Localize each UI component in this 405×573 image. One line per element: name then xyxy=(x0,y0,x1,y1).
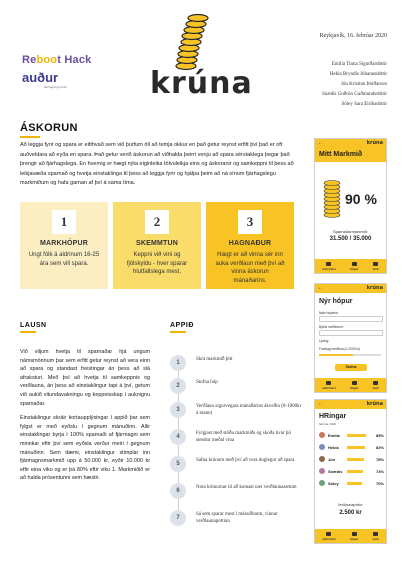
phone-bottom-nav xyxy=(315,259,386,273)
nav-item-hopar[interactable]: hópar xyxy=(350,381,358,390)
card-title: MARKHÓPUR xyxy=(39,240,89,247)
appid-title: APPIÐ xyxy=(170,322,194,329)
member-name: Snædís xyxy=(328,469,343,474)
phone-title: Nýr hópur xyxy=(319,298,353,305)
home-icon xyxy=(326,381,331,385)
group-icon xyxy=(352,262,357,266)
step-number: 5 xyxy=(170,456,186,472)
phone-mockup-goal xyxy=(314,138,387,274)
card-number: 1 xyxy=(52,210,76,234)
goal-label: Sparnaðarmarkmið: xyxy=(332,229,369,234)
phone-mockup-new-group xyxy=(314,283,387,393)
section-title: ÁSKORUN xyxy=(20,122,78,134)
step-text: Safna krúnum með því að vera duglegur að spara xyxy=(196,458,295,463)
phone-mockup-leaderboard xyxy=(314,399,387,544)
phone-header xyxy=(315,148,386,162)
slider-fill xyxy=(319,354,353,356)
member-percentage: 85% xyxy=(375,433,384,438)
appid-underline xyxy=(170,331,186,333)
author-name: Emilía Tinna Sigurðardóttir xyxy=(331,62,387,67)
step-text: Skrá markmið þitt xyxy=(196,357,233,362)
contribution-slider[interactable] xyxy=(319,354,381,356)
avatar xyxy=(319,432,325,438)
phone-bottom-nav xyxy=(315,378,386,392)
home-icon xyxy=(326,262,331,266)
savings-bar xyxy=(347,446,365,449)
author-list xyxy=(267,60,387,110)
nav-item-hopar[interactable]: hópar xyxy=(350,532,358,541)
goal-percentage: 90 % xyxy=(345,191,377,207)
create-group-button[interactable]: Stofna xyxy=(335,364,367,371)
back-arrow-icon[interactable]: ← xyxy=(318,285,323,291)
step-text: Verðlaun sigurvegara mánaðarins ákveðin (0-1000kr á mann) xyxy=(196,404,302,416)
savings-bar xyxy=(347,482,362,485)
nav-item-mitt-frelsi[interactable]: mitt frelsi xyxy=(322,262,336,271)
back-arrow-icon[interactable]: ← xyxy=(318,401,323,407)
goal-amount: 31.500 / 35.000 xyxy=(329,236,372,242)
step-text: Stofna hóp xyxy=(196,380,218,385)
audur-logo-subtitle: fjárhagslegt frelsi xyxy=(44,85,67,89)
nav-item-vinir[interactable]: vinir xyxy=(373,532,379,541)
nav-item-hopar[interactable]: hópar xyxy=(350,262,358,271)
card-hagnadur xyxy=(206,202,294,289)
phone-topbar xyxy=(315,284,386,293)
card-title: HAGNAÐUR xyxy=(228,240,272,247)
avatar xyxy=(319,468,325,474)
step-number: 3 xyxy=(170,402,186,418)
coin-stack-icon xyxy=(321,169,343,219)
back-arrow-icon[interactable]: ← xyxy=(318,140,323,146)
avatar xyxy=(319,456,325,462)
nav-item-mitt-frelsi[interactable]: mitt frelsi xyxy=(322,532,336,541)
member-percentage: 82% xyxy=(375,445,384,450)
member-percentage: 74% xyxy=(375,469,384,474)
savings-bar xyxy=(347,458,364,461)
member-name: Jón xyxy=(328,457,336,462)
author-name: Snædís Guðrún Guðmundsdóttir xyxy=(321,92,387,97)
member-percentage: 70% xyxy=(375,481,384,486)
step-number: 2 xyxy=(170,378,186,394)
card-skemmtun xyxy=(113,202,201,289)
pot-amount: 2.500 kr xyxy=(339,510,362,516)
step-text: Fylgjast með stöðu markmiðs og skoða hvar þú stendur meðal vina xyxy=(196,431,291,443)
card-markhopur xyxy=(20,202,108,289)
phone-subtitle: febrúar 2020 xyxy=(319,422,337,426)
document-date: Reykjavík, 16. febrúar 2020 xyxy=(319,33,387,39)
member-percentage: 78% xyxy=(375,457,384,462)
step-text: Nota krúnurnar til að komast nær verðlaunasætum xyxy=(196,485,297,490)
invite-members-input[interactable] xyxy=(319,330,383,336)
step-number: 4 xyxy=(170,429,186,445)
avatar xyxy=(319,444,325,450)
card-text: Hægt er að vinna sér inn auka verðlaun með því að vinna áskorun mánaðarins. xyxy=(215,252,285,284)
card-title: SKEMMTUN xyxy=(135,240,179,247)
leaderboard-row xyxy=(319,468,384,475)
step-number: 1 xyxy=(170,355,186,371)
lausn-paragraph: Við viljum hvetja til sparnaðar hjá ungum námsmönnum þar sem erfitt getur reynst að vera einn að spara og standast freistingar án þess að slá afraksturi. Með því að hvetja til samkeppnis og verðlauna, án þess að einstaklingur tapi á því, getum við aukið vitundavakningu og keppnisskap í auknignu sparnaðar. xyxy=(20,349,150,407)
friends-icon xyxy=(373,532,378,536)
friends-icon xyxy=(373,262,378,266)
reboot-hack-logo: Reboot Hack xyxy=(22,54,92,66)
leaderboard-row xyxy=(319,480,384,487)
card-text: Keppni við vini og fjölskyldu - hver sparar hlutfallslega mest. xyxy=(126,252,188,275)
friends-icon xyxy=(373,381,378,385)
member-name: Sóley xyxy=(328,481,339,486)
nav-item-mitt-frelsi[interactable]: mitt frelsi xyxy=(322,381,336,390)
savings-bar xyxy=(347,470,363,473)
step-number: 6 xyxy=(170,483,186,499)
group-icon xyxy=(352,381,357,385)
author-name: Hekla Bryndís Jóhannsdóttir xyxy=(329,72,387,77)
member-name: Hekla xyxy=(328,445,339,450)
phone-topbar xyxy=(315,139,386,148)
group-name-input[interactable] xyxy=(319,316,383,322)
author-name: Sóley Sara Eiríksdóttir xyxy=(341,102,387,107)
nav-item-vinir[interactable]: vinir xyxy=(373,262,379,271)
leaderboard-row xyxy=(319,444,384,451)
field-label: Nafn hópsins: xyxy=(319,311,339,315)
author-name: Jón Kristinn Þórðarson xyxy=(340,82,387,87)
card-text: Ungt fólk á aldrinum 16-25 ára sem vill spara. xyxy=(28,252,100,267)
savings-bar xyxy=(347,434,366,437)
phone-topbar xyxy=(315,400,386,409)
step-number: 7 xyxy=(170,510,186,526)
lausn-body xyxy=(20,348,150,489)
title-underline xyxy=(20,136,40,138)
krona-wordmark: krúna xyxy=(150,66,253,101)
avatar xyxy=(319,480,325,486)
app-logo: krúna xyxy=(366,285,383,291)
app-logo: krúna xyxy=(366,140,383,146)
phone-title: Mitt Markmið xyxy=(319,151,363,158)
audur-logo: auður xyxy=(22,70,59,85)
field-label: Framlag meðlima (0-1000 kr) xyxy=(319,347,361,351)
phone-bottom-nav xyxy=(315,529,386,543)
member-name: Emilía xyxy=(328,433,340,438)
field-label: Bjóða meðlimum: xyxy=(319,325,344,329)
card-number: 2 xyxy=(145,210,169,234)
leaderboard-row xyxy=(319,456,384,463)
leaderboard-row xyxy=(319,432,384,439)
intro-paragraph: Að leggja fyrir og spara er eitthvað sem við þurfum öll að temja okkur en það getur reynst erfitt því það er oft auðveldara að eyða en spara. Það getur verið áskorun að viðhalda þeirri venju að spara sérstaklega þegar það þrengir að fjárhagslega. En hvernig er hægt nýta eiginleika tölvuleikja eins og áskoranir og samkeppni til þess að leikjavæða sparnað og hvetja einstaklinga til þess að leggja fyrir og hjálpa þeim að ná sínum fjárhagslegu markmiðum og hafa gaman af því á sama tíma. xyxy=(20,142,294,186)
step-text: Sá sem sparar mest í mánuðinum, vinnur verðlaunapottinn xyxy=(196,512,278,524)
app-logo: krúna xyxy=(366,401,383,407)
lausn-paragraph: Einstaklingur skráir kortaupplýsingar í appið þar sem fylgst er með eyðslu í gegnum mánuðinn. Allir einstaklingar byrja í 100% sparnaði af fjármagni sem minnkar eftir því sem eyðsla verður meiri í gegnum mánuðinn. Sem dæmi, einstaklingur stimplar inn fjármagnsmarkmið upp á 50.000 kr, eyðir 10.000 kr eftir eina viku og er þá 80% eftir viku 1. Markmiðið er að halda prósentunni sem hæstri. xyxy=(20,415,150,482)
phone-title: HRingar xyxy=(319,413,347,420)
field-label: Lýsing: xyxy=(319,339,330,343)
group-icon xyxy=(352,532,357,536)
pot-label: Verðlaunapottur: xyxy=(337,503,364,507)
lausn-underline xyxy=(20,331,36,333)
nav-item-vinir[interactable]: vinir xyxy=(373,381,379,390)
lausn-title: LAUSN xyxy=(20,322,47,329)
card-number: 3 xyxy=(238,210,262,234)
home-icon xyxy=(326,532,331,536)
